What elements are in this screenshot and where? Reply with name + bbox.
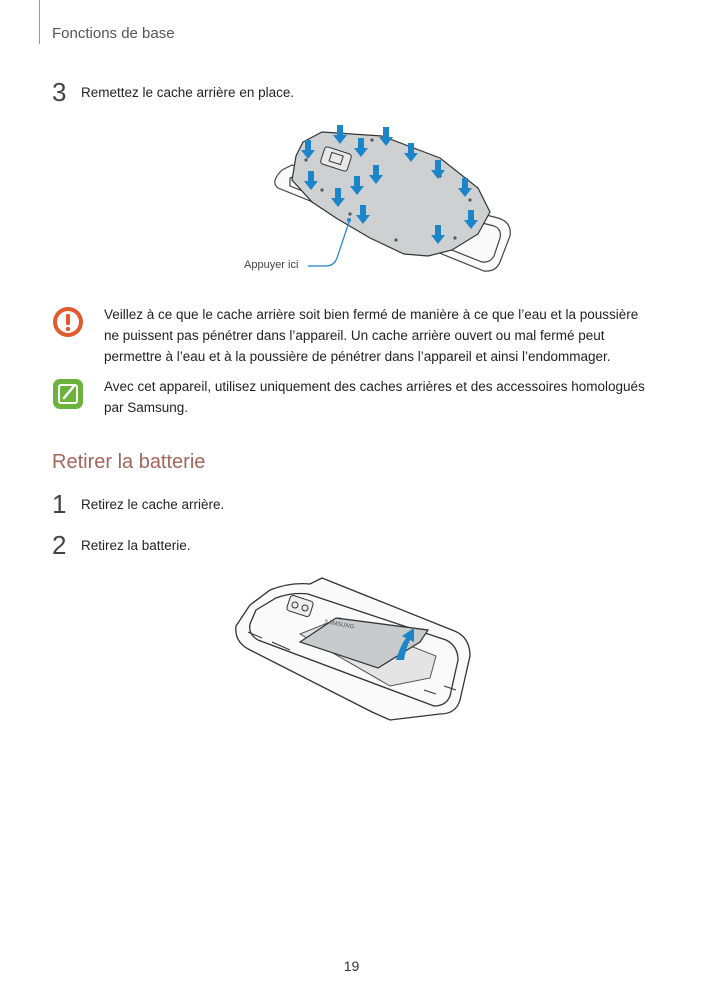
info-note-text: Avec cet appareil, utilisez uniquement des caches arrières et des accessoires homologués par Samsung. — [104, 379, 645, 415]
step-text-2: Retirez la batterie. — [81, 538, 191, 553]
step-text-1: Retirez le cache arrière. — [81, 497, 225, 512]
cover-plate — [292, 132, 490, 256]
note-icon — [52, 378, 84, 410]
step-text-3: Remettez le cache arrière en place. — [81, 85, 295, 100]
header-title: Fonctions de base — [52, 25, 175, 42]
step-number-1: 1 — [52, 489, 67, 519]
battery-brand-label: SAMSUNG — [323, 619, 355, 631]
page-number: 19 — [343, 958, 360, 974]
step-number-3: 3 — [52, 77, 67, 107]
callout-leader — [308, 222, 349, 266]
caution-icon — [52, 306, 84, 338]
back-cover-illustration — [0, 0, 703, 300]
caution-note-text: Veillez à ce que le cache arrière soit bien fermé de manière à ce que l’eau et la poussière ne puissent pas pénétrer dans l’appareil. Un cache arrière ouvert ou mal fermé peut permettre à l’eau et à la poussière de pénétrer dans l’appareil et ainsi l’endommager. — [104, 307, 639, 364]
step-number-2: 2 — [52, 530, 67, 560]
battery-removal-illustration — [0, 560, 703, 740]
callout-label: Appuyer ici — [244, 259, 299, 271]
section-title: Retirer la batterie — [52, 451, 206, 473]
